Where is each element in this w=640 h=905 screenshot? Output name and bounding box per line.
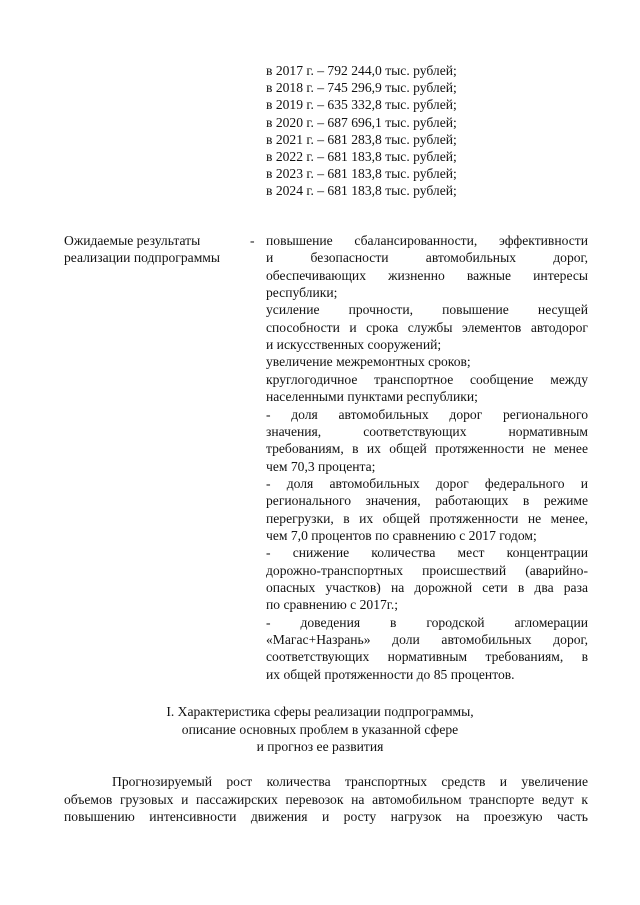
funding-line: в 2020 г. – 687 696,1 тыс. рублей; xyxy=(266,114,457,130)
funding-line: в 2019 г. – 635 332,8 тыс. рублей; xyxy=(266,97,457,113)
results-line: и безопасности автомобильных дорог, xyxy=(266,250,588,266)
funding-line: в 2024 г. – 681 183,8 тыс. рублей; xyxy=(266,183,457,199)
results-line: дорожно-транспортных происшествий (аварийно- xyxy=(266,562,588,578)
results-line: - снижение количества мест концентрации xyxy=(266,545,588,561)
results-line: увеличение межремонтных сроков; xyxy=(266,354,471,370)
results-label: Ожидаемые результаты xyxy=(64,233,201,248)
results-line: по сравнению с 2017г.; xyxy=(266,597,399,613)
section-heading-line: I. Характеристика сферы реализации подпрограммы, xyxy=(166,704,474,719)
results-line: чем 70,3 процента; xyxy=(266,458,376,474)
results-line: - доведения в городской агломерации xyxy=(266,614,588,630)
results-line: опасных участков) на дорожной сети в два раза xyxy=(266,580,588,595)
results-line: соответствующих нормативным требованиям, в xyxy=(266,649,588,665)
section-heading-line: описание основных проблем в указанной сфере xyxy=(181,721,459,737)
results-line: - доля автомобильных дорог федерального и xyxy=(266,475,588,491)
results-line: усиление прочности, повышение несущей xyxy=(266,302,588,318)
results-line: способности и срока службы элементов автодорог xyxy=(266,319,588,335)
results-line: их общей протяженности до 85 процентов. xyxy=(266,666,515,682)
paragraph-line: объемов грузовых и пассажирских перевозок на автомобильном транспорте ведут к xyxy=(64,791,588,807)
funding-line: в 2018 г. – 745 296,9 тыс. рублей; xyxy=(266,80,457,96)
results-line: значения, соответствующих нормативным xyxy=(266,423,588,439)
results-line: требованиям, в их общей протяженности не менее xyxy=(266,441,588,457)
results-line: республики; xyxy=(266,285,338,301)
paragraph-line: повышению интенсивности движения и росту нагрузок на проезжую часть xyxy=(64,809,588,824)
paragraph-line: Прогнозируемый рост количества транспортных средств и увеличение xyxy=(112,774,588,789)
results-line: и искусственных сооружений; xyxy=(266,337,442,353)
results-dash: - xyxy=(250,233,255,248)
results-line: перегрузки, в их общей протяженности не менее, xyxy=(266,510,588,526)
funding-line: в 2022 г. – 681 183,8 тыс. рублей; xyxy=(266,149,457,164)
section-heading-line: и прогноз ее развития xyxy=(256,739,384,754)
results-line: «Магас+Назрань» доли автомобильных дорог, xyxy=(266,632,588,648)
results-line: - доля автомобильных дорог регионального xyxy=(266,406,588,422)
funding-line: в 2023 г. – 681 183,8 тыс. рублей; xyxy=(266,166,457,182)
results-line: населенными пунктами республики; xyxy=(266,389,478,405)
funding-line: в 2021 г. – 681 283,8 тыс. рублей; xyxy=(266,131,457,147)
results-line: обеспечивающих жизненно важные интересы xyxy=(266,267,588,283)
funding-line: в 2017 г. – 792 244,0 тыс. рублей; xyxy=(266,63,457,78)
results-line: регионального значения, работающих в режиме xyxy=(266,493,588,509)
results-line: повышение сбалансированности, эффективности xyxy=(266,233,588,248)
results-line: круглогодичное транспортное сообщение между xyxy=(266,371,588,387)
results-line: чем 7,0 процентов по сравнению с 2017 годом; xyxy=(266,527,537,543)
results-label: реализации подпрограммы xyxy=(64,250,221,266)
